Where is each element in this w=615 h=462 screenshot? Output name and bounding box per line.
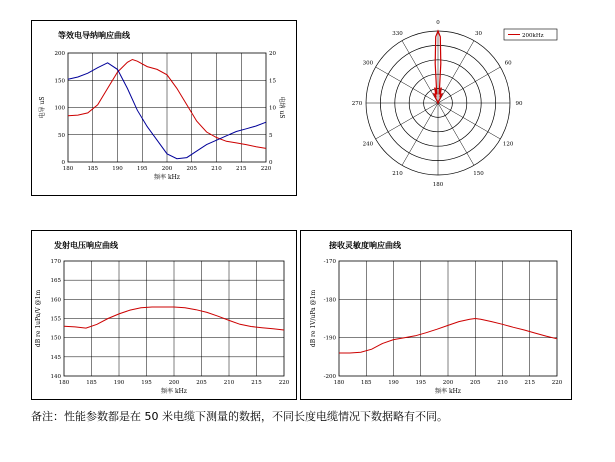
admittance-chart bbox=[32, 21, 298, 197]
y-axis-label: dB re 1uPa/V @1m bbox=[35, 289, 42, 348]
directivity-polar-chart bbox=[348, 15, 593, 205]
y-tick-label: -180 bbox=[323, 297, 336, 304]
y-axis-label-right: 电纳 uS bbox=[278, 96, 285, 119]
polar-spoke bbox=[376, 103, 438, 139]
x-tick-label: 190 bbox=[113, 380, 125, 386]
polar-spoke bbox=[402, 103, 438, 165]
polar-spoke bbox=[402, 41, 438, 103]
x-tick-label: 215 bbox=[524, 380, 535, 386]
x-tick-label: 180 bbox=[333, 380, 345, 386]
polar-spoke bbox=[438, 67, 500, 103]
x-tick-label: 185 bbox=[86, 380, 97, 386]
legend-label: 200kHz bbox=[522, 33, 544, 39]
ocv-chart-panel bbox=[300, 230, 572, 400]
y-right-tick-label: 15 bbox=[269, 78, 276, 85]
x-tick-label: 190 bbox=[388, 380, 399, 386]
x-tick-label: 195 bbox=[137, 166, 148, 172]
angle-label: 0 bbox=[436, 20, 440, 26]
y-right-tick-label: 0 bbox=[269, 160, 273, 166]
angle-label: 180 bbox=[432, 182, 444, 188]
y-tick-label: 140 bbox=[50, 374, 61, 380]
angle-label: 120 bbox=[502, 141, 514, 148]
x-tick-label: 185 bbox=[87, 166, 98, 172]
x-tick-label: 220 bbox=[260, 166, 272, 172]
x-axis-label: 频率 kHz bbox=[154, 174, 180, 181]
angle-label: 60 bbox=[504, 60, 512, 67]
angle-label: 90 bbox=[515, 101, 523, 107]
y-right-tick-label: 10 bbox=[269, 105, 276, 112]
x-axis-label: 频率 kHz bbox=[161, 388, 187, 395]
x-tick-label: 185 bbox=[361, 380, 372, 386]
x-tick-label: 210 bbox=[223, 380, 235, 386]
x-tick-label: 205 bbox=[470, 380, 481, 386]
angle-label: 330 bbox=[392, 30, 403, 37]
x-tick-label: 210 bbox=[497, 380, 508, 386]
angle-label: 150 bbox=[473, 171, 484, 178]
y-tick-label: 150 bbox=[50, 335, 61, 342]
x-tick-label: 180 bbox=[58, 380, 70, 386]
chart-title: 等效电导纳响应曲线 bbox=[58, 30, 130, 40]
footnote: 备注：性能参数都是在 50 米电缆下测量的数据，不同长度电缆情况下数据略有不同。 bbox=[31, 410, 448, 423]
x-tick-label: 215 bbox=[251, 380, 262, 386]
polar-legend bbox=[504, 29, 557, 40]
polar-spoke bbox=[376, 67, 438, 103]
x-tick-label: 195 bbox=[415, 380, 426, 386]
x-tick-label: 205 bbox=[186, 166, 197, 172]
y-tick-label: 170 bbox=[50, 259, 61, 265]
polar-spoke bbox=[438, 41, 474, 103]
polar-spoke bbox=[438, 103, 474, 165]
y-tick-label: 50 bbox=[58, 132, 65, 139]
polar-spoke bbox=[438, 103, 500, 139]
angle-label: 240 bbox=[362, 141, 374, 148]
directivity-chart-panel bbox=[348, 15, 593, 205]
admittance-chart-panel bbox=[31, 20, 297, 196]
x-tick-label: 200 bbox=[442, 380, 454, 386]
y-tick-label: 150 bbox=[54, 78, 65, 85]
y-tick-label: 0 bbox=[61, 160, 65, 166]
y-tick-label: 100 bbox=[54, 105, 65, 112]
x-tick-label: 215 bbox=[236, 166, 247, 172]
angle-label: 30 bbox=[475, 30, 482, 37]
x-tick-label: 205 bbox=[196, 380, 207, 386]
x-tick-label: 210 bbox=[211, 166, 222, 172]
x-tick-label: 200 bbox=[161, 166, 173, 172]
y-axis-label: dB re 1V/uPa @1m bbox=[310, 289, 317, 348]
y-right-tick-label: 5 bbox=[269, 132, 273, 139]
receive-sensitivity-chart bbox=[301, 231, 573, 401]
x-tick-label: 220 bbox=[278, 380, 290, 386]
y-tick-label: -200 bbox=[323, 374, 336, 380]
angle-label: 210 bbox=[392, 171, 403, 178]
y-tick-label: 200 bbox=[54, 51, 65, 57]
y-tick-label: 145 bbox=[50, 354, 61, 361]
y-tick-label: -190 bbox=[323, 335, 336, 342]
angle-label: 300 bbox=[362, 60, 374, 67]
y-tick-label: -170 bbox=[323, 259, 336, 265]
y-tick-label: 155 bbox=[50, 316, 61, 323]
x-axis-label: 频率 kHz bbox=[435, 388, 461, 395]
y-tick-label: 160 bbox=[50, 297, 61, 304]
x-tick-label: 195 bbox=[141, 380, 152, 386]
angle-label: 270 bbox=[351, 101, 363, 107]
x-tick-label: 220 bbox=[551, 380, 563, 386]
x-tick-label: 200 bbox=[168, 380, 180, 386]
x-tick-label: 180 bbox=[62, 166, 74, 172]
y-axis-label-left: 电导 uS bbox=[39, 96, 46, 119]
tvr-chart-panel bbox=[31, 230, 297, 400]
x-tick-label: 190 bbox=[112, 166, 123, 172]
y-tick-label: 165 bbox=[50, 278, 61, 285]
chart-title: 发射电压响应曲线 bbox=[54, 240, 118, 250]
chart-title: 接收灵敏度响应曲线 bbox=[329, 240, 401, 250]
y-right-tick-label: 20 bbox=[269, 51, 276, 57]
transmit-voltage-response-chart bbox=[32, 231, 298, 401]
